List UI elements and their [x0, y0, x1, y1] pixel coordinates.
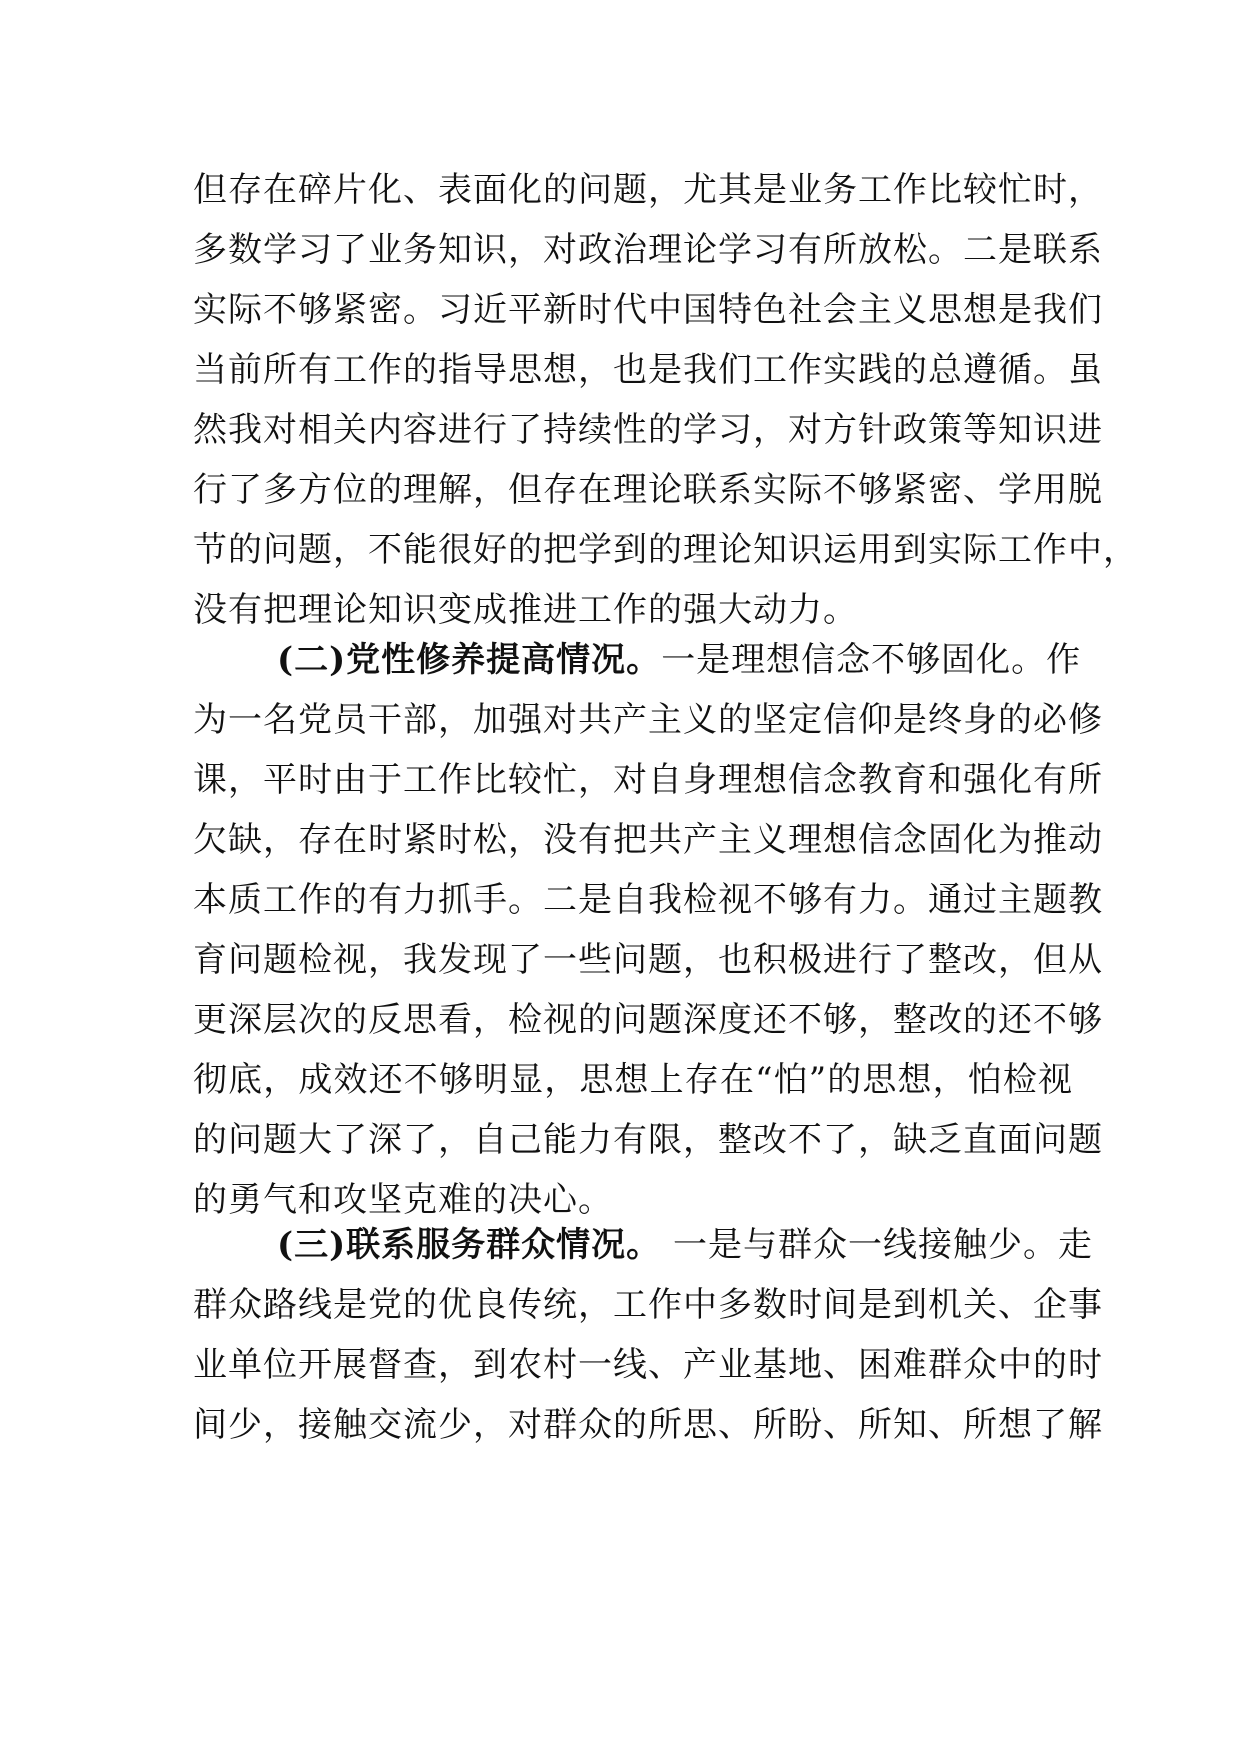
text-line: 当前所有工作的指导思想，也是我们工作实践的总遵循。虽 — [193, 350, 1103, 390]
text-line: 的问题大了深了，自己能力有限，整改不了，缺乏直面问题 — [193, 1120, 1103, 1160]
text-line: 行了多方位的理解，但存在理论联系实际不够紧密、学用脱 — [193, 470, 1103, 510]
paragraph-first-line — [193, 630, 1082, 690]
section-heading: (二)党性修养提高情况。 — [277, 640, 662, 680]
text-line: 但存在碎片化、表面化的问题，尤其是业务工作比较忙时， — [193, 170, 1103, 210]
text-line: 然我对相关内容进行了持续性的学习，对方针政策等知识进 — [193, 410, 1103, 450]
text-line: 的勇气和攻坚克难的决心。 — [193, 1180, 613, 1220]
text-line: 育问题检视，我发现了一些问题，也积极进行了整改，但从 — [193, 940, 1103, 980]
text-line: 实际不够紧密。习近平新时代中国特色社会主义思想是我们 — [193, 290, 1103, 330]
text-line: 群众路线是党的优良传统，工作中多数时间是到机关、企事 — [193, 1285, 1103, 1325]
text-line: 没有把理论知识变成推进工作的强大动力。 — [193, 590, 858, 630]
text-line: 节的问题，不能很好的把学到的理论知识运用到实际工作中， — [193, 530, 1138, 570]
paragraph-first-line — [193, 1215, 1093, 1275]
text-line: 业单位开展督查，到农村一线、产业基地、困难群众中的时 — [193, 1345, 1103, 1385]
text-line: 为一名党员干部，加强对共产主义的坚定信仰是终身的必修 — [193, 700, 1103, 740]
text-line: 本质工作的有力抓手。二是自我检视不够有力。通过主题教 — [193, 880, 1103, 920]
section-heading: (三)联系服务群众情况。 — [277, 1225, 662, 1265]
paragraph-study-issues — [193, 160, 1138, 640]
paragraph-party-spirit — [193, 630, 1103, 1230]
text-line: 欠缺，存在时紧时松，没有把共产主义理想信念固化为推动 — [193, 820, 1103, 860]
text-line: 多数学习了业务知识，对政治理论学习有所放松。二是联系 — [193, 230, 1103, 270]
text-line: 间少，接触交流少，对群众的所思、所盼、所知、所想了解 — [193, 1405, 1103, 1445]
text-line: 课，平时由于工作比较忙，对自身理想信念教育和强化有所 — [193, 760, 1103, 800]
text-line: 更深层次的反思看，检视的问题深度还不够，整改的还不够 — [193, 1000, 1103, 1040]
heading-continuation: 一是与群众一线接触少。走 — [661, 1225, 1093, 1265]
text-line: 彻底，成效还不够明显，思想上存在“怕”的思想，怕检视 — [193, 1060, 1073, 1100]
heading-continuation: 一是理想信念不够固化。作 — [661, 640, 1082, 680]
paragraph-serving-masses — [193, 1215, 1103, 1455]
